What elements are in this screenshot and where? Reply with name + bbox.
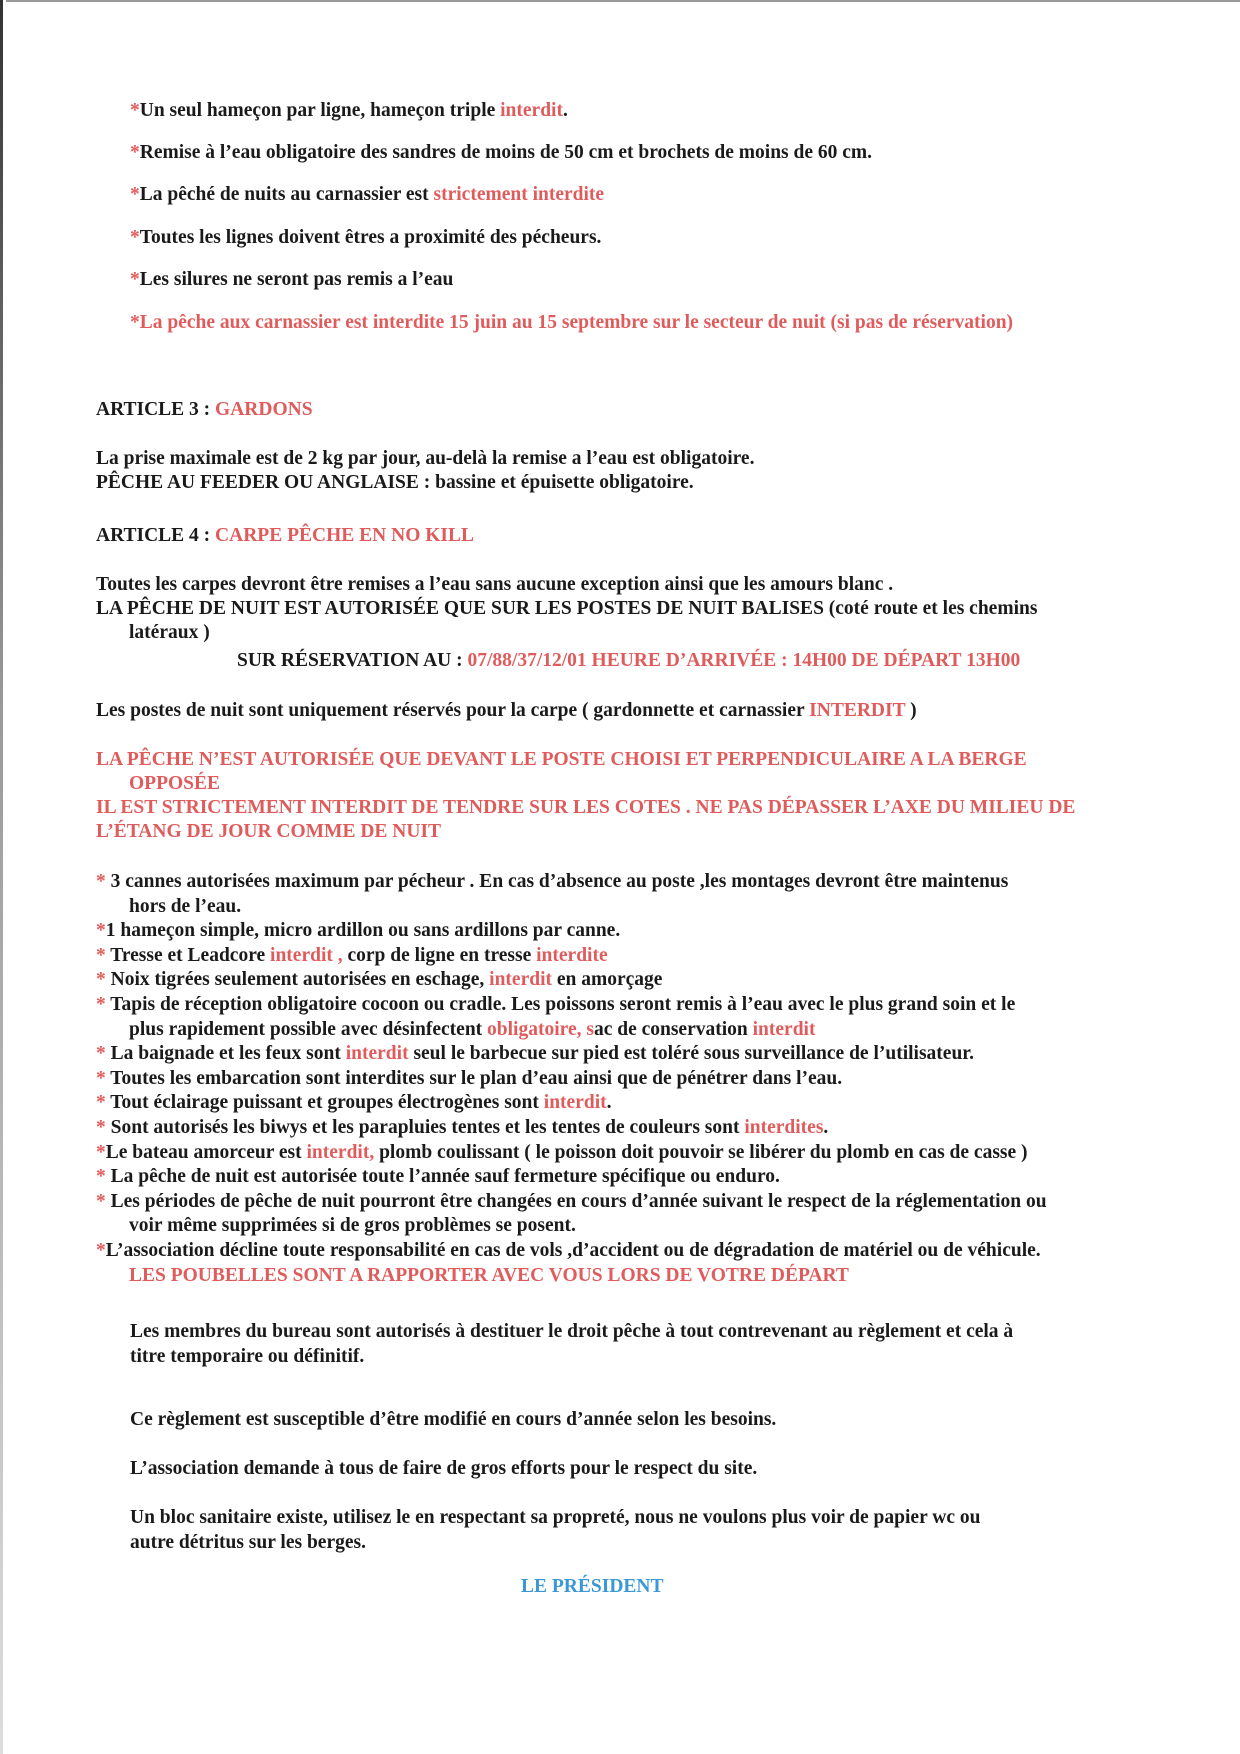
rule-item xyxy=(130,183,604,207)
closing-paragraph-line xyxy=(130,1345,364,1369)
night-posts-line xyxy=(96,699,917,723)
highlighted-text: LES POUBELLES SONT A RAPPORTER AVEC VOUS LORS DE VOTRE DÉPART xyxy=(129,1264,849,1286)
article-4-intro-line xyxy=(96,573,893,597)
text-run: voir même supprimées si de gros problèmes se posent. xyxy=(129,1215,576,1237)
highlighted-text: PÊCHE EN NO KILL xyxy=(287,525,475,546)
highlighted-text: interdit xyxy=(500,100,563,121)
text-run: L’association demande à tous de faire de gros efforts pour le respect du site. xyxy=(130,1458,758,1479)
text-run: Noix tigrées seulement autorisées en eschage, xyxy=(110,969,490,991)
text-run: ac de conservation xyxy=(593,1018,753,1040)
bullet-continuation xyxy=(129,1214,576,1238)
text-run: Les membres du bureau sont autorisés à destituer le droit pêche à tout contrevenant au règlement et cela à xyxy=(130,1321,1014,1342)
bullet-continuation xyxy=(129,895,241,919)
warning-line xyxy=(96,748,1027,772)
bullet-item xyxy=(96,993,1015,1017)
text-run: PÊCHE AU FEEDER OU ANGLAISE : bassine et épuisette obligatoire. xyxy=(96,472,694,493)
highlighted-text: interdit xyxy=(345,1043,409,1065)
bullet-item xyxy=(96,1190,1047,1214)
text-run: latéraux ) xyxy=(129,622,210,643)
text-run: La pêché de nuits au carnassier est xyxy=(139,184,434,205)
closing-paragraph-line xyxy=(130,1320,1013,1344)
bullet-item xyxy=(96,968,662,992)
text-run: Les périodes de pêche de nuit pourront être changées en cours d’année suivant le respect de la réglementation ou xyxy=(110,1190,1047,1212)
text-run: ) xyxy=(905,700,917,721)
highlighted-text: * xyxy=(96,1166,111,1188)
rule-item xyxy=(130,268,453,292)
highlighted-text: interdite xyxy=(536,944,608,966)
text-run: Sont autorisés les biwys et les parapluies tentes et les tentes de couleurs sont xyxy=(110,1117,745,1138)
text-run: Les silures ne seront pas remis a l’eau xyxy=(139,269,454,290)
highlighted-text: * xyxy=(130,269,140,290)
text-run: Toutes les lignes doivent êtres a proximité des pécheurs. xyxy=(139,227,602,248)
closing-paragraph-line xyxy=(130,1408,776,1432)
highlighted-text: * xyxy=(130,227,140,248)
highlighted-text: * xyxy=(130,100,140,121)
closing-paragraph-line xyxy=(130,1457,757,1481)
highlighted-text: * xyxy=(96,1043,111,1065)
highlighted-text: * xyxy=(96,1240,106,1261)
highlighted-text: interdit xyxy=(752,1018,816,1040)
text-run: Ce règlement est susceptible d’être modifié en cours d’année selon les besoins. xyxy=(130,1409,777,1430)
text-run: Tresse et Leadcore xyxy=(110,944,271,966)
article-4-intro-line xyxy=(129,621,210,645)
rule-item xyxy=(130,226,601,250)
text-run: Toutes les embarcation sont interdites sur le plan d’eau ainsi que de pénétrer dans l’eau. xyxy=(110,1067,843,1089)
highlighted-text: * xyxy=(96,994,111,1015)
bullet-item xyxy=(96,1165,780,1189)
text-run: 3 cannes autorisées maximum par pécheur . En cas d’absence au poste ,les montages devront être maintenus xyxy=(110,871,1009,892)
highlighted-text: *La pêche aux carnassier est interdite 15 juin au 15 septembre sur le secteur de nuit (si pas de réservation) xyxy=(130,312,1014,333)
warning-line xyxy=(129,772,220,796)
text-run: 1 hameçon simple, micro ardillon ou sans ardillons par canne. xyxy=(105,920,621,942)
highlighted-text: * xyxy=(96,1141,106,1163)
bullet-item xyxy=(96,1239,1041,1263)
highlighted-text: * xyxy=(130,184,140,205)
text-run: La pêche de nuit est autorisée toute l’année sauf fermeture spécifique ou enduro. xyxy=(110,1166,780,1188)
text-run: Le bateau amorceur est xyxy=(105,1141,307,1163)
highlighted-text: * xyxy=(130,142,140,163)
highlighted-text: CARPE xyxy=(215,525,283,546)
article-3-line xyxy=(96,471,694,495)
text-run: La baignade et les feux sont xyxy=(110,1043,346,1065)
text-run: Un bloc sanitaire existe, utilisez le en respectant sa propreté, nous ne voulons plus voir de papier wc ou xyxy=(130,1507,981,1528)
text-run: L’association décline toute responsabilité en cas de vols ,d’accident ou de dégradation de matériel ou de véhicule. xyxy=(105,1240,1041,1261)
highlighted-text: interdites xyxy=(744,1117,824,1138)
bullet-item xyxy=(96,1067,842,1091)
article-4-intro-line xyxy=(96,597,1037,621)
text-run: . xyxy=(823,1117,829,1138)
highlighted-text: strictement interdite xyxy=(433,184,605,205)
highlighted-text: interdit , xyxy=(270,944,343,966)
signature xyxy=(521,1575,664,1599)
highlighted-text: LA PÊCHE N’EST AUTORISÉE QUE DEVANT LE POSTE CHOISI ET PERPENDICULAIRE A LA BERGE xyxy=(96,749,1027,770)
text-run: plomb coulissant ( le poisson doit pouvoir se libérer du plomb en cas de casse ) xyxy=(374,1141,1028,1163)
text-run: corp de ligne en tresse xyxy=(342,944,537,966)
highlighted-text: INTERDIT xyxy=(809,700,906,721)
bullet-item xyxy=(96,919,620,943)
text-run: titre temporaire ou définitif. xyxy=(130,1346,365,1367)
bullet-continuation xyxy=(129,1264,849,1288)
highlighted-text: * xyxy=(96,1190,111,1212)
text-run: Tout éclairage puissant et groupes électrogènes sont xyxy=(110,1092,544,1114)
text-run: ARTICLE 3 : xyxy=(96,399,216,420)
text-run: en amorçage xyxy=(552,969,663,991)
highlighted-text: interdit xyxy=(543,1092,607,1114)
text-run: autre détritus sur les berges. xyxy=(130,1532,366,1553)
text-run: . xyxy=(562,100,568,121)
text-run: plus rapidement possible avec désinfectent xyxy=(129,1018,488,1040)
rule-item xyxy=(130,141,872,165)
highlighted-text: 07/88/37/12/01 HEURE D’ARRIVÉE : 14H00 DE DÉPART 13H00 xyxy=(467,650,1021,671)
article-4-heading xyxy=(96,524,474,548)
text-run: Les postes de nuit sont uniquement réservés pour la carpe ( gardonnette et carnassier xyxy=(96,700,810,721)
text-run: Toutes les carpes devront être remises a l’eau sans aucune exception ainsi que les amours blanc . xyxy=(96,574,894,595)
warning-line xyxy=(96,796,1075,820)
bullet-item xyxy=(96,870,1008,894)
highlighted-text: * xyxy=(96,920,106,942)
text-run: Tapis de réception obligatoire cocoon ou cradle. Les poissons seront remis à l’eau avec le plus grand soin et le xyxy=(110,994,1016,1015)
highlighted-text: * xyxy=(96,1092,111,1114)
text-run: hors de l’eau. xyxy=(129,895,242,917)
signature-text: LE PRÉSIDENT xyxy=(521,1576,664,1597)
highlighted-text: obligatoire, s xyxy=(487,1018,594,1040)
bullet-item xyxy=(96,944,608,968)
highlighted-text: IL EST STRICTEMENT INTERDIT DE TENDRE SUR LES COTES . NE PAS DÉPASSER L’AXE DU MILIEU DE xyxy=(96,797,1076,818)
scan-edge-top xyxy=(6,0,1240,2)
text-run: SUR RÉSERVATION AU : xyxy=(237,650,468,671)
highlighted-text: * xyxy=(96,871,111,892)
text-run: LA PÊCHE DE NUIT EST AUTORISÉE QUE SUR LES POSTES DE NUIT BALISES (coté route et les chemins xyxy=(96,598,1038,619)
scan-edge-left xyxy=(0,0,3,1754)
highlighted-text: interdit, xyxy=(306,1141,375,1163)
highlighted-text: L’ÉTANG DE JOUR COMME DE NUIT xyxy=(96,821,442,842)
text-run: ARTICLE 4 : xyxy=(96,525,216,546)
bullet-item xyxy=(96,1091,611,1115)
text-run: La prise maximale est de 2 kg par jour, au-delà la remise a l’eau est obligatoire. xyxy=(96,448,755,469)
closing-paragraph-line xyxy=(130,1506,980,1530)
bullet-item xyxy=(96,1116,828,1140)
text-run: Un seul hameçon par ligne, hameçon triple xyxy=(139,100,501,121)
bullet-item xyxy=(96,1042,974,1066)
rule-item xyxy=(130,311,1013,335)
highlighted-text: GARDONS xyxy=(215,399,313,420)
highlighted-text: * xyxy=(96,1117,111,1138)
text-run: seul le barbecue sur pied est toléré sous surveillance de l’utilisateur. xyxy=(408,1043,975,1065)
bullet-item xyxy=(96,1141,1028,1165)
article-3-line xyxy=(96,447,754,471)
highlighted-text: * xyxy=(96,969,111,991)
bullet-continuation xyxy=(129,1018,815,1042)
highlighted-text: OPPOSÉE xyxy=(129,773,221,794)
reservation-line xyxy=(237,649,1020,673)
text-run: Remise à l’eau obligatoire des sandres de moins de 50 cm et brochets de moins de 60 cm. xyxy=(139,142,873,163)
article-3-heading xyxy=(96,398,313,422)
rule-item xyxy=(130,99,568,123)
highlighted-text: interdit xyxy=(489,969,552,991)
warning-line xyxy=(96,820,441,844)
closing-paragraph-line xyxy=(130,1531,366,1555)
highlighted-text: * xyxy=(96,944,111,966)
text-run: . xyxy=(606,1092,612,1114)
highlighted-text: * xyxy=(96,1067,111,1089)
